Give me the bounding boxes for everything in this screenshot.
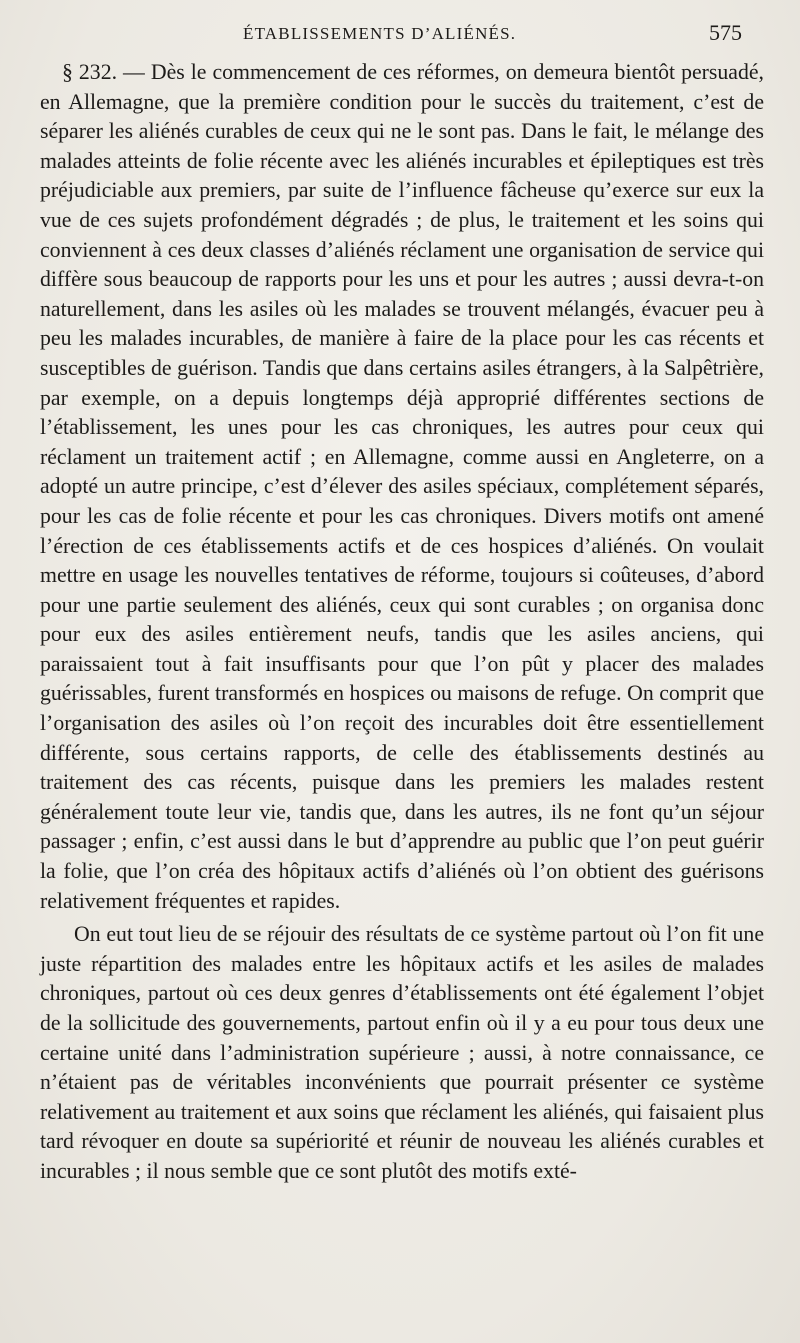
running-head <box>0 18 800 52</box>
paragraph-232: § 232. — Dès le commencement de ces réformes, on demeura bientôt persuadé, en Allemagne, que la première condition pour le succès du traitement, c’est de séparer les aliénés curables de ceux qui ne le sont pas. Dans le fait, le mélange des malades atteints de folie récente avec les aliénés incurables et épileptiques est très préjudiciable aux premiers, par suite de l’influence fâcheuse qu’exerce sur eux la vue de ces sujets profondément dégradés ; de plus, le traitement et les soins qui conviennent à ces deux classes d’aliénés réclament une organisation de service qui diffère sous beaucoup de rapports pour les uns et pour les autres ; aussi devra-t-on naturellement, dans les asiles où les malades se trouvent mélangés, évacuer peu à peu les malades incurables, de manière à faire de la place pour les cas récents et susceptibles de guérison. Tandis que dans certains asiles étrangers, à la Salpêtrière, par exemple, on a depuis longtemps déjà approprié différentes sections de l’établissement, les unes pour les cas chroniques, les autres pour ceux qui réclament un traitement actif ; en Allemagne, comme aussi en Angleterre, on a adopté un autre principe, c’est d’élever des asiles spéciaux, complétement séparés, pour les cas de folie récente et pour les cas chroniques. Divers motifs ont amené l’érection de ces établissements actifs et de ces hospices d’aliénés. On voulait mettre en usage les nouvelles tentatives de réforme, toujours si coûteuses, d’abord pour une partie seulement des aliénés, ceux qui sont curables ; on organisa donc pour eux des asiles entièrement neufs, tandis que les asiles anciens, qui paraissaient tout à fait insuffisants pour que l’on pût y placer des malades guérissables, furent transformés en hospices ou maisons de refuge. On comprit que l’organisation des asiles où l’on reçoit des incurables doit être essentiellement différente, sous certains rapports, de celle des établissements destinés au traitement des cas récents, puisque dans les premiers les malades restent généralement toute leur vie, tandis que, dans les autres, ils ne font qu’un séjour passager ; enfin, c’est aussi dans le but d’apprendre au public que l’on peut guérir la folie, que l’on créa des hôpitaux actifs d’aliénés où l’on obtient des guérisons relativement fréquentes et rapides. <box>40 60 764 913</box>
page-number: 575 <box>709 20 742 45</box>
running-title: ÉTABLISSEMENTS D’ALIÉNÉS. <box>243 24 517 43</box>
body-text <box>40 58 764 1187</box>
paragraph-continuation: On eut tout lieu de se réjouir des résultats de ce système partout où l’on fit une juste répartition des malades entre les hôpitaux actifs et les asiles de malades chroniques, partout où ces deux genres d’établissements ont été également l’objet de la sollicitude des gouvernements, partout enfin où il y a eu pour tous deux une certaine unité dans l’administration supérieure ; aussi, à notre connaissance, ce n’étaient pas de véritables inconvénients que pourrait présenter ce système relativement au traitement et aux soins que réclament les aliénés, qui faisaient plus tard révoquer en doute sa supériorité et réunir de nouveau les aliénés curables et incurables ; il nous semble que ce sont plutôt des motifs exté- <box>40 922 764 1183</box>
